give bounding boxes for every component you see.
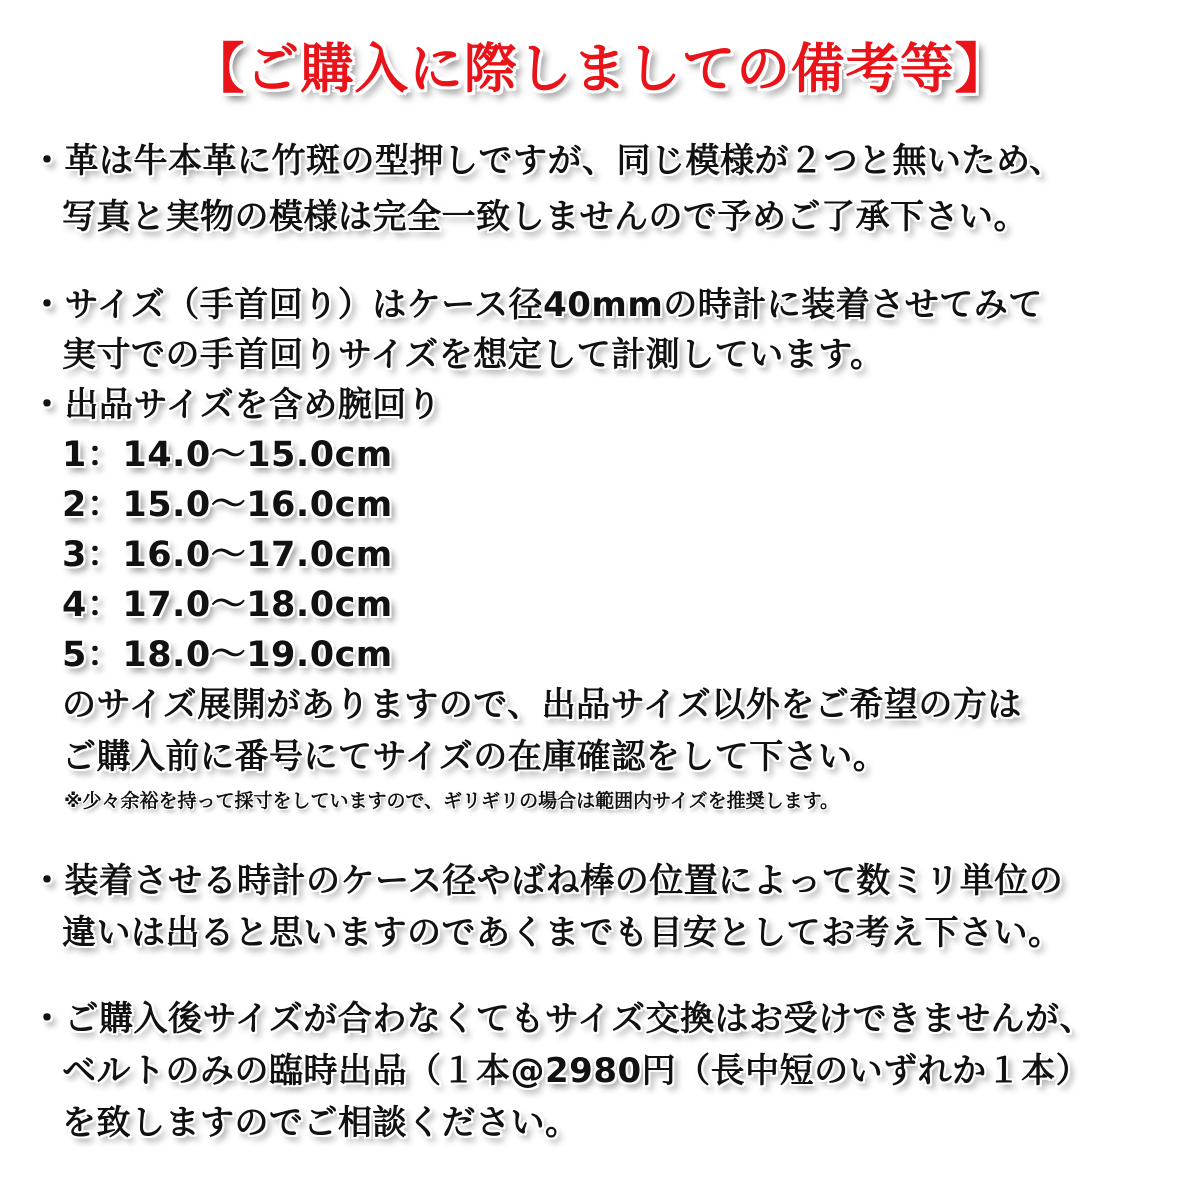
leather-note-line-1: ・革は牛本革に竹斑の型押しですが、同じ模様が２つと無いため、 <box>30 141 1064 181</box>
wrist-size-item: 2：15.0～16.0cm <box>62 485 393 525</box>
fit-note-line-2: 違いは出ると思いますのであくまでも目安としてお考え下さい。 <box>62 913 1063 953</box>
size-note-line-2: 実寸での手首回りサイズを想定して計測しています。 <box>62 335 885 375</box>
wrist-size-footnote: ※少々余裕を持って採寸をしていますので、ギリギリの場合は範囲内サイズを推奨します。 <box>64 790 840 812</box>
leather-note-line-2: 写真と実物の模様は完全一致しませんので予めご了承下さい。 <box>62 197 1028 237</box>
wrist-size-item: 4：17.0～18.0cm <box>62 585 393 625</box>
wrist-size-note-line-1: のサイズ展開がありますので、出品サイズ以外をご希望の方は <box>62 685 1022 725</box>
page-title: 【ご購入に際しましての備考等】 <box>190 37 1010 100</box>
wrist-size-item: 3：16.0～17.0cm <box>62 535 393 575</box>
wrist-size-heading: ・出品サイズを含め腕回り <box>30 385 442 425</box>
exchange-note-line-3: を致しますのでご相談ください。 <box>62 1103 580 1143</box>
exchange-note-line-2: ベルトのみの臨時出品（１本@2980円（長中短のいずれか１本） <box>62 1051 1091 1091</box>
wrist-size-item: 5：18.0～19.0cm <box>62 635 393 675</box>
size-note-line-1: ・サイズ（手首回り）はケース径40mmの時計に装着させてみて <box>30 285 1043 325</box>
wrist-size-item: 1：14.0～15.0cm <box>62 435 393 475</box>
exchange-note-line-1: ・ご購入後サイズが合わなくてもサイズ交換はお受けできませんが、 <box>30 999 1095 1039</box>
fit-note-line-1: ・装着させる時計のケース径やばね棒の位置によって数ミリ単位の <box>30 861 1064 901</box>
wrist-size-note-line-2: ご購入前に番号にてサイズの在庫確認をして下さい。 <box>62 737 888 777</box>
